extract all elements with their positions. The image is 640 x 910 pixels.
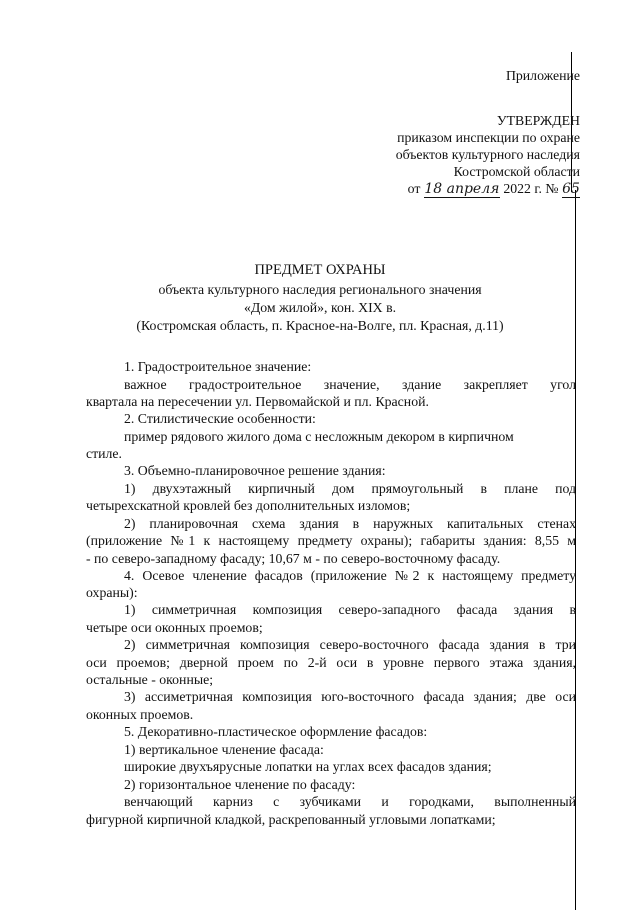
document-title: ПРЕДМЕТ ОХРАНЫ <box>254 262 386 278</box>
body-line: (приложение №1 к настоящему предмету охраны); габариты здания: 8,55 м <box>86 533 576 548</box>
body-line: 2) планировочная схема здания в наружных капитальных стенах <box>124 516 576 531</box>
body-line: широкие двухъярусные лопатки на углах всех фасадов здания; <box>124 759 492 774</box>
approval-date-line <box>408 181 580 198</box>
handwritten-number: 65 <box>562 181 580 197</box>
body-line: четыре оси оконных проемов; <box>86 620 263 635</box>
approval-line-1: приказом инспекции по охране <box>397 130 580 145</box>
section-heading: 2. Стилистические особенности: <box>124 411 316 426</box>
section-heading: 1. Градостроительное значение: <box>124 359 312 374</box>
section-heading: 5. Декоративно-пластическое оформление фасадов: <box>124 724 428 739</box>
body-line: 2) горизонтальное членение по фасаду: <box>124 777 356 792</box>
body-line: 3) ассиметричная композиция юго-восточного фасада здания; две оси <box>124 689 576 704</box>
body-line: квартала на пересечении ул. Первомайской и пл. Красной. <box>86 394 429 409</box>
body-line: важное градостроительное значение, здание закрепляет угол <box>124 377 576 392</box>
body-line: оконных проемов. <box>86 707 194 722</box>
body-line: 2) симметричная композиция северо-восточного фасада здания в три <box>124 637 576 652</box>
section-heading: 3. Объемно-планировочное решение здания: <box>124 463 386 478</box>
body-line: пример рядового жилого дома с несложным декором в кирпичном <box>124 429 514 444</box>
body-line: 1) симметричная композиция северо-западного фасада здания в <box>124 602 576 617</box>
approval-line-2: объектов культурного наследия <box>395 147 580 162</box>
date-year: 2022 г. № <box>503 181 559 196</box>
heading-subtitle-3: (Костромская область, п. Красное-на-Волге, пл. Красная, д.11) <box>136 318 504 333</box>
heading-subtitle-1: объекта культурного наследия регионального значения <box>158 282 482 297</box>
section-heading: 4. Осевое членение фасадов (приложение №2 к настоящему предмету <box>124 568 576 583</box>
body-line: 1) вертикальное членение фасада: <box>124 742 324 757</box>
body-line: стиле. <box>86 446 122 461</box>
approval-line-3: Костромской области <box>453 164 580 179</box>
heading-subtitle-2: «Дом жилой», кон. XIX в. <box>243 300 397 315</box>
handwritten-date: 18 апреля <box>424 181 500 197</box>
body-line: фигурной кирпичной кладкой, раскрепованный угловыми лопатками; <box>86 812 496 827</box>
body-line: оси проемов; дверной проем по 2-й оси в уровне первого этажа здания, <box>86 655 576 670</box>
approval-title: УТВЕРЖДЕН <box>496 113 580 128</box>
body-line: венчающий карниз с зубчиками и городками, выполненный <box>124 794 576 809</box>
body-line: охраны): <box>86 585 138 600</box>
annex-label: Приложение <box>505 68 580 83</box>
body-line: 1) двухэтажный кирпичный дом прямоугольный в плане под <box>124 481 576 496</box>
body-line: - по северо-западному фасаду; 10,67 м - по северо-восточному фасаду. <box>86 551 501 566</box>
body-line: остальные - оконные; <box>86 672 214 687</box>
date-prefix: от <box>407 181 421 196</box>
body-line: четырехскатной кровлей без дополнительных изломов; <box>86 498 411 513</box>
